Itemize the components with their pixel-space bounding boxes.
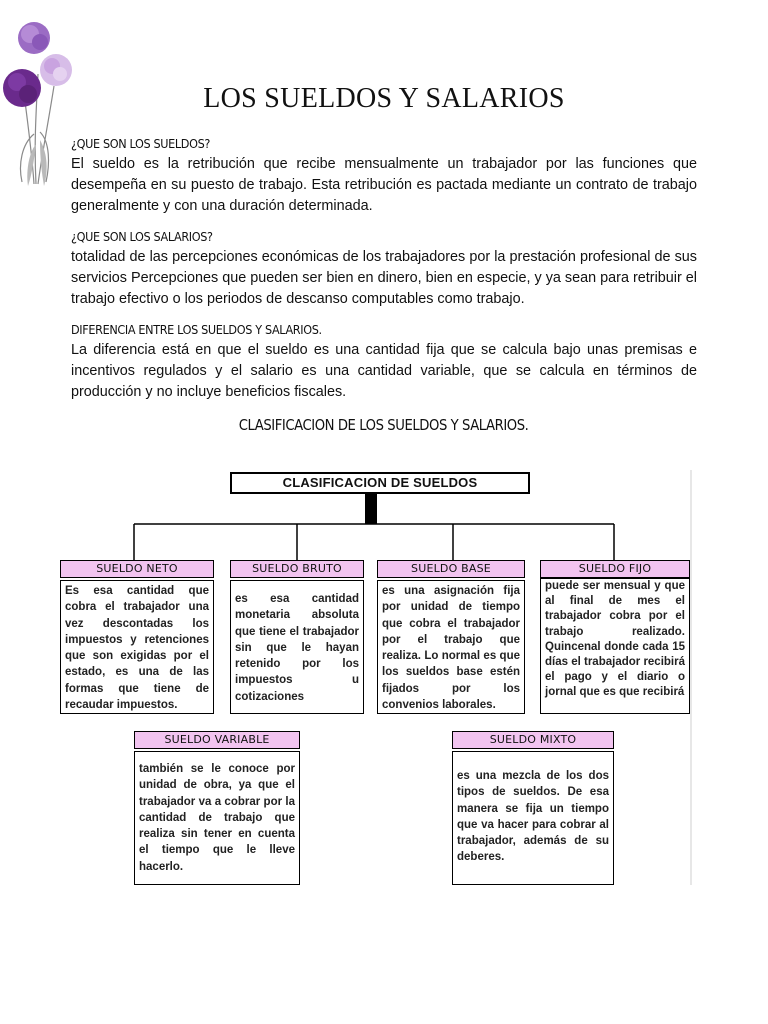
node-title: SUELDO FIJO (540, 560, 690, 578)
section-heading: ¿QUE SON LOS SALARIOS? (71, 229, 213, 244)
diagram-root-node: CLASIFICACION DE SUELDOS (230, 472, 530, 494)
node-title: SUELDO NETO (60, 560, 214, 578)
root-stem-connector (365, 494, 377, 524)
section-heading: DIFERENCIA ENTRE LOS SUELDOS Y SALARIOS. (71, 322, 322, 337)
node-text: es una mezcla de los dos tipos de sueldos. De esa manera se fija un tiempo que va hacer para cobrar al trabajador, además de su deberes. (452, 751, 614, 885)
section-heading: ¿QUE SON LOS SUELDOS? (71, 136, 210, 151)
section-text: totalidad de las percepciones económicas de los trabajadores por la prestación profesional de sus servicios Percepciones que pueden ser bien en dinero, bien en especie, y ya sean para retribuir el trabajo efectivo o los periodos de descanso computables como trabajo. (71, 249, 697, 307)
node-sueldo-variable (134, 731, 300, 873)
node-text: Es esa cantidad que cobra el trabajador una vez descontadas los impuestos y retenciones que son exigidas por el estado, es una de las formas que tiene de recaudar impuestos. (60, 580, 214, 714)
node-text: es esa cantidad monetaria absoluta que tiene el trabajador sin que le hayan retenido por los impuestos u cotizaciones (230, 580, 364, 714)
diagram-subtitle-text: CLASIFICACION DE LOS SUELDOS Y SALARIOS. (239, 416, 529, 434)
node-title: SUELDO BASE (377, 560, 525, 578)
section-text: El sueldo es la retribución que recibe mensualmente un trabajador por las funciones que desempeña en su puesto de trabajo. Esta retribución es pactada mediante un contrato de trabajo generalmente y con una duración determinada. (71, 156, 697, 214)
page-title: LOS SUELDOS Y SALARIOS (203, 83, 565, 114)
node-title: SUELDO MIXTO (452, 731, 614, 749)
node-title: SUELDO VARIABLE (134, 731, 300, 749)
node-sueldo-mixto (452, 731, 614, 864)
node-title: SUELDO BRUTO (230, 560, 364, 578)
node-text: es una asignación fija por unidad de tiempo que cobra el trabajador por el trabajo que realiza. Lo normal es que los sueldos base estén fijados por los convenios laborales. (377, 580, 525, 714)
section-text: La diferencia está en que el sueldo es una cantidad fija que se calcula bajo unas premisas e incentivos regulados y el salario es una cantidad variable, que se calcula en términos de producción y no incluye beneficios fiscales. (71, 342, 697, 400)
node-text: puede ser mensual y que al final de mes el trabajador cobra por el trabajo realizado. Quincenal donde cada 15 días el trabajador recibirá el pago y el diario o jornal que es que recibirá (540, 578, 690, 714)
node-sueldo-fijo (540, 560, 690, 699)
node-sueldo-neto (60, 560, 214, 712)
node-sueldo-base (377, 560, 525, 712)
node-sueldo-bruto (230, 560, 364, 703)
node-text: también se le conoce por unidad de obra, ya que el trabajador va a cobrar por la cantidad de trabajo que realiza sin tener en cuenta el tiempo que le lleve hacerlo. (134, 751, 300, 885)
